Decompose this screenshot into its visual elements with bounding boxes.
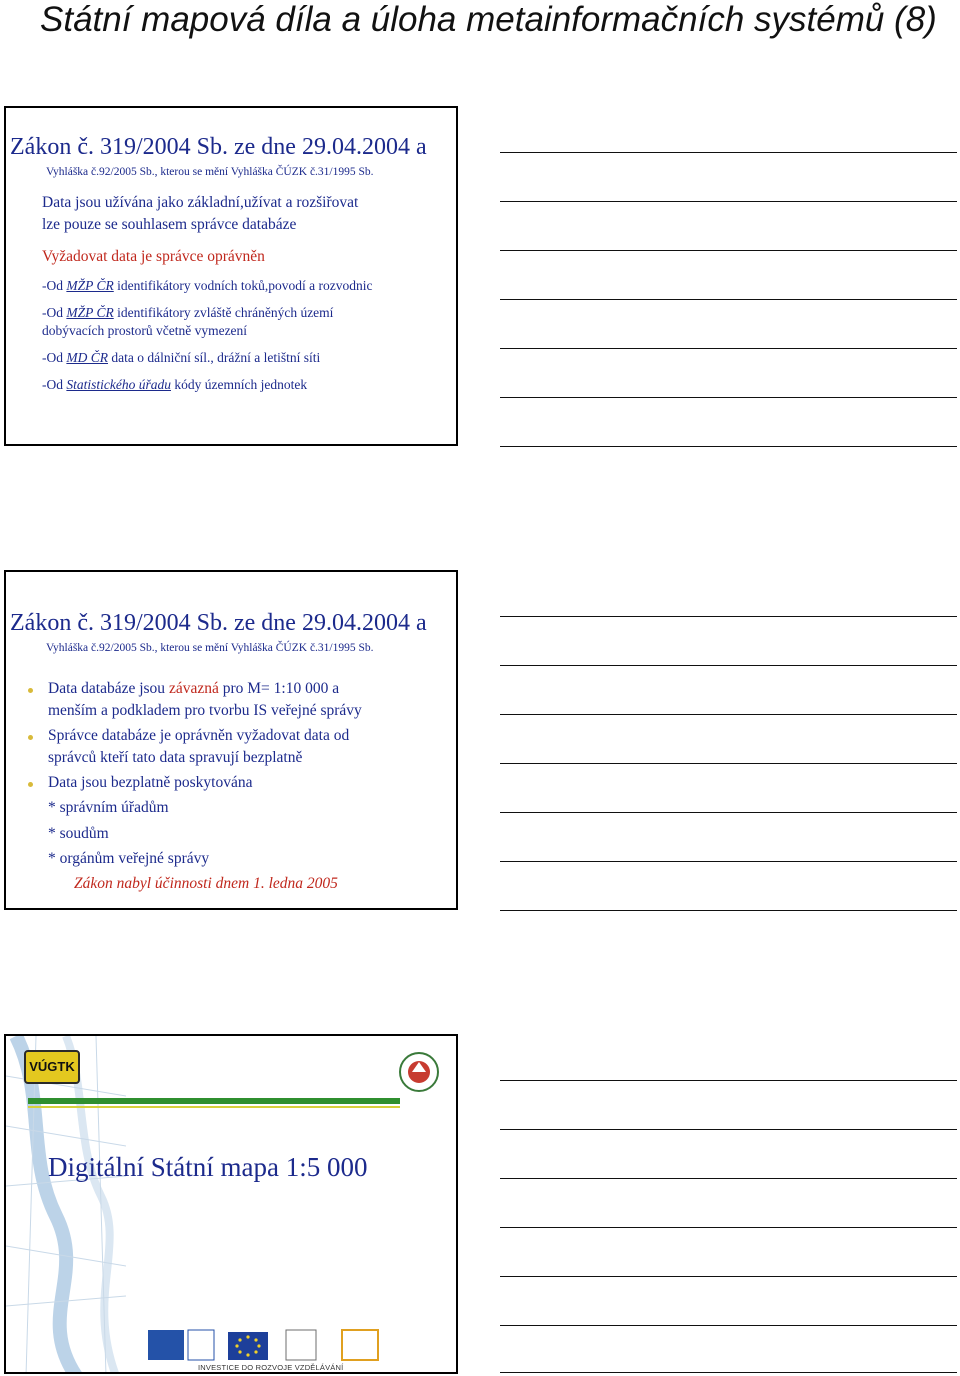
note-line: [500, 1227, 957, 1228]
bullet-icon: [28, 782, 33, 787]
eu-caption: INVESTICE DO ROZVOJE VZDĚLÁVÁNÍ: [198, 1363, 344, 1372]
org-link[interactable]: MŽP ČR: [66, 278, 114, 293]
list-item: -Od MŽP ČR identifikátory vodních toků,povodí a rozvodnic: [42, 278, 373, 293]
note-line: [500, 665, 957, 666]
bullet-text: Správce databáze je oprávněn vyžadovat data od: [48, 727, 350, 744]
bullet-text: menším a podkladem pro tvorbu IS veřejné správy: [48, 702, 362, 719]
text-line-highlight: Vyžadovat data je správce oprávněn: [42, 248, 265, 265]
list-item: -Od MŽP ČR identifikátory zvláště chráněných území: [42, 305, 334, 320]
org-link[interactable]: MD ČR: [66, 350, 108, 365]
list-item: -Od Statistického úřadu kódy územních jednotek: [42, 377, 308, 392]
bullet-icon: [28, 688, 33, 693]
bullet-text: Data databáze jsou závazná pro M= 1:10 000 a: [48, 680, 340, 697]
map-background-image: [6, 1036, 126, 1374]
text-line: lze pouze se souhlasem správce databáze: [42, 216, 297, 233]
bullet-icon: [28, 735, 33, 740]
note-line: [500, 1372, 957, 1373]
bullet-text: Data jsou bezplatně poskytována: [48, 774, 253, 791]
sub-item: * správním úřadům: [48, 799, 169, 816]
slide-1: [4, 106, 458, 446]
org-link[interactable]: MŽP ČR: [66, 305, 114, 320]
list-item: -Od MD ČR data o dálniční síl., drážní a letištní síti: [42, 350, 321, 365]
vugtk-logo: VÚGTK: [24, 1050, 80, 1084]
note-line: [500, 1080, 957, 1081]
note-line: [500, 1276, 957, 1277]
note-line: [500, 348, 957, 349]
slide-title: Zákon č. 319/2004 Sb. ze dne 29.04.2004 a: [10, 134, 427, 160]
slide-title: Digitální Státní mapa 1:5 000: [48, 1152, 368, 1182]
note-line: [500, 714, 957, 715]
institution-logo: [390, 1050, 448, 1094]
note-line: [500, 1129, 957, 1130]
divider-bar: [28, 1106, 400, 1108]
note-line: [500, 616, 957, 617]
note-line: [500, 763, 957, 764]
bullet-text: správců kteří tato data spravují bezplatně: [48, 749, 303, 766]
slide-title: Zákon č. 319/2004 Sb. ze dne 29.04.2004 a: [10, 610, 427, 636]
note-line: [500, 397, 957, 398]
list-item: dobývacích prostorů včetně vymezení: [42, 323, 248, 338]
note-line: [500, 861, 957, 862]
slide-3: [4, 1034, 458, 1374]
slide-subtitle: Vyhláška č.92/2005 Sb., kterou se mění Vyhláška ČÚZK č.31/1995 Sb.: [46, 642, 374, 654]
note-line: [500, 446, 957, 447]
page-title: Státní mapová díla a úloha metainformačních systémů (8): [40, 0, 937, 39]
note-line: [500, 1178, 957, 1179]
divider-bar: [28, 1098, 400, 1104]
closing-note: Zákon nabyl účinnosti dnem 1. ledna 2005: [74, 875, 338, 892]
note-line: [500, 250, 957, 251]
note-line: [500, 910, 957, 911]
sub-item: * soudům: [48, 825, 109, 842]
org-link[interactable]: Statistického úřadu: [66, 377, 171, 392]
note-line: [500, 299, 957, 300]
note-line: [500, 812, 957, 813]
note-line: [500, 1325, 957, 1326]
slide-2: [4, 570, 458, 910]
slide-subtitle: Vyhláška č.92/2005 Sb., kterou se mění Vyhláška ČÚZK č.31/1995 Sb.: [46, 166, 374, 178]
text-line: Data jsou užívána jako základní,užívat a rozšiřovat: [42, 194, 359, 211]
note-line: [500, 152, 957, 153]
note-line: [500, 201, 957, 202]
sub-item: * orgánům veřejné správy: [48, 850, 210, 867]
